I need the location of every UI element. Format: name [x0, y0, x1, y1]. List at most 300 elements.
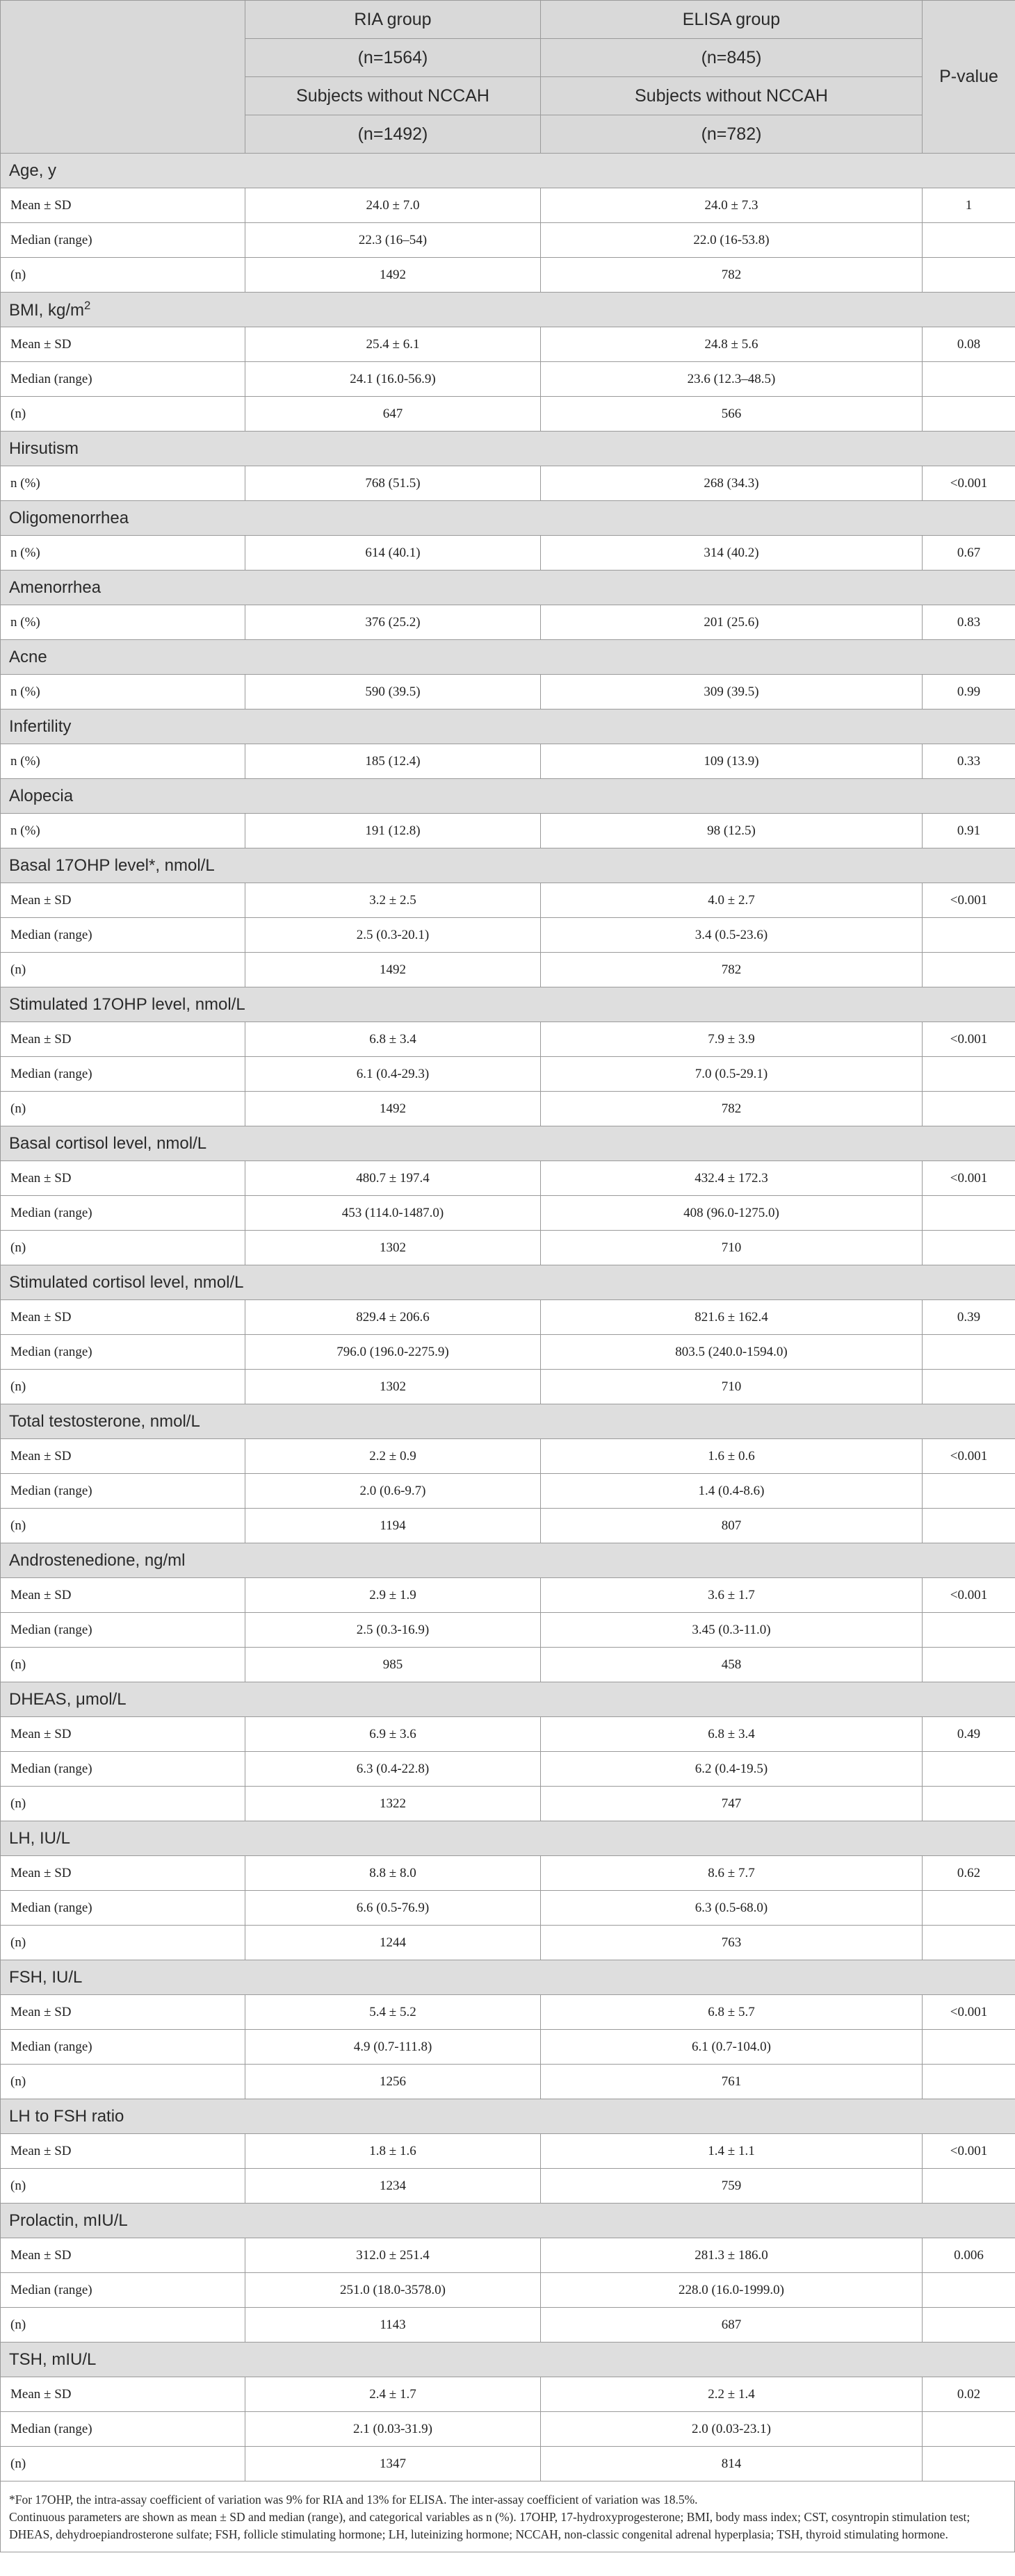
table-row	[1, 536, 1015, 571]
section-header-row	[1, 1404, 1015, 1439]
cell-elisa: 710	[541, 1231, 923, 1265]
cell-elisa: 2.2 ± 1.4	[541, 2377, 923, 2412]
section-title	[1, 571, 1015, 605]
section-title-text: Prolactin, mIU/L	[9, 2210, 128, 2230]
section-header-row	[1, 779, 1015, 814]
header-ria-subgroup: Subjects without NCCAH	[245, 77, 541, 115]
section-title	[1, 848, 1015, 883]
cell-ria: 8.8 ± 8.0	[245, 1856, 541, 1891]
cell-ria: 6.1 (0.4-29.3)	[245, 1057, 541, 1092]
cell-elisa: 23.6 (12.3–48.5)	[541, 362, 923, 397]
cell-ria: 1256	[245, 2065, 541, 2099]
cell-ria: 1322	[245, 1787, 541, 1821]
cell-label: (n)	[1, 953, 245, 987]
section-title	[1, 2099, 1015, 2134]
section-header-row	[1, 432, 1015, 466]
cell-ria: 2.1 (0.03-31.9)	[245, 2412, 541, 2447]
cell-elisa: 6.8 ± 3.4	[541, 1717, 923, 1752]
cell-ria: 590 (39.5)	[245, 675, 541, 709]
section-title	[1, 293, 1015, 327]
table-row	[1, 1022, 1015, 1057]
section-header-row	[1, 2099, 1015, 2134]
section-header-row	[1, 640, 1015, 675]
cell-elisa: 782	[541, 953, 923, 987]
cell-p	[923, 1891, 1015, 1926]
section-title-text: Hirsutism	[9, 438, 79, 458]
cell-p	[923, 2308, 1015, 2343]
table-row	[1, 2273, 1015, 2308]
cell-p: <0.001	[923, 2134, 1015, 2169]
cell-elisa: 814	[541, 2447, 923, 2481]
cell-p	[923, 2169, 1015, 2204]
cell-label: (n)	[1, 2065, 245, 2099]
cell-label: Mean ± SD	[1, 1300, 245, 1335]
section-header-row	[1, 1821, 1015, 1856]
section-title	[1, 2343, 1015, 2377]
cell-p	[923, 2447, 1015, 2481]
cell-ria: 312.0 ± 251.4	[245, 2238, 541, 2273]
cell-label: Median (range)	[1, 1196, 245, 1231]
cell-p: 0.39	[923, 1300, 1015, 1335]
cell-ria: 6.3 (0.4-22.8)	[245, 1752, 541, 1787]
cell-p: <0.001	[923, 1995, 1015, 2030]
table-row	[1, 1161, 1015, 1196]
cell-p	[923, 918, 1015, 953]
section-header-row	[1, 848, 1015, 883]
cell-elisa: 763	[541, 1926, 923, 1960]
cell-p	[923, 1092, 1015, 1126]
section-title-text: Androstenedione, ng/ml	[9, 1550, 186, 1570]
cell-label: (n)	[1, 2308, 245, 2343]
header-elisa-group: ELISA group	[541, 1, 923, 39]
section-title-text: Basal cortisol level, nmol/L	[9, 1133, 207, 1153]
cell-elisa: 109 (13.9)	[541, 744, 923, 779]
cell-label: (n)	[1, 1509, 245, 1543]
section-title-text: Age, y	[9, 161, 57, 180]
cell-elisa: 22.0 (16-53.8)	[541, 223, 923, 258]
section-header-row	[1, 2343, 1015, 2377]
cell-ria: 185 (12.4)	[245, 744, 541, 779]
cell-elisa: 821.6 ± 162.4	[541, 1300, 923, 1335]
cell-p: 1	[923, 188, 1015, 223]
cell-elisa: 228.0 (16.0-1999.0)	[541, 2273, 923, 2308]
cell-ria: 376 (25.2)	[245, 605, 541, 640]
cell-elisa: 309 (39.5)	[541, 675, 923, 709]
table-row	[1, 2065, 1015, 2099]
section-title	[1, 1404, 1015, 1439]
section-title	[1, 1821, 1015, 1856]
cell-label: (n)	[1, 1231, 245, 1265]
cell-elisa: 1.4 (0.4-8.6)	[541, 1474, 923, 1509]
header-ria-subgroup-n: (n=1492)	[245, 115, 541, 154]
cell-label: Mean ± SD	[1, 1578, 245, 1613]
section-title	[1, 2204, 1015, 2238]
cell-p	[923, 1231, 1015, 1265]
cell-elisa: 687	[541, 2308, 923, 2343]
section-header-row	[1, 293, 1015, 327]
cell-label: n (%)	[1, 814, 245, 848]
cell-label: Median (range)	[1, 1474, 245, 1509]
cell-p: 0.62	[923, 1856, 1015, 1891]
cell-p	[923, 2030, 1015, 2065]
cell-ria: 1492	[245, 1092, 541, 1126]
cell-p	[923, 1752, 1015, 1787]
cell-label: n (%)	[1, 605, 245, 640]
cell-elisa: 710	[541, 1370, 923, 1404]
cell-p	[923, 258, 1015, 293]
table-row	[1, 2030, 1015, 2065]
cell-elisa: 7.9 ± 3.9	[541, 1022, 923, 1057]
table-row	[1, 327, 1015, 362]
cell-ria: 2.0 (0.6-9.7)	[245, 1474, 541, 1509]
table-footnotes	[0, 2481, 1015, 2552]
cell-label: Mean ± SD	[1, 1856, 245, 1891]
cell-p: 0.99	[923, 675, 1015, 709]
cell-label: (n)	[1, 1787, 245, 1821]
table-row	[1, 2238, 1015, 2273]
cell-ria: 1244	[245, 1926, 541, 1960]
cell-elisa: 3.6 ± 1.7	[541, 1578, 923, 1613]
section-title-text: Alopecia	[9, 786, 74, 805]
cell-elisa: 268 (34.3)	[541, 466, 923, 501]
table-row	[1, 258, 1015, 293]
section-title-text: Infertility	[9, 716, 72, 736]
footnote-abbreviations: Continuous parameters are shown as mean ± SD and median (range), and categorical variables as n (%). 17OHP, 17-hydroxyprogesterone; BMI, body mass index; CST, cosyntropin stimulation test; DHEAS, dehydroepiandrosterone sulfate; FSH, follicle stimulating hormone; LH, luteinizing hormone; NCCAH, non-classic congenital adrenal hyperplasia; TSH, thyroid stimulating hormone.	[9, 2510, 971, 2541]
section-title-text: BMI, kg/m	[9, 301, 85, 320]
cell-ria: 2.2 ± 0.9	[245, 1439, 541, 1474]
section-title-text: Stimulated cortisol level, nmol/L	[9, 1272, 244, 1292]
cell-elisa: 6.3 (0.5-68.0)	[541, 1891, 923, 1926]
cell-ria: 251.0 (18.0-3578.0)	[245, 2273, 541, 2308]
cell-label: n (%)	[1, 466, 245, 501]
header-elisa-n: (n=845)	[541, 39, 923, 77]
table-body	[1, 154, 1015, 2481]
header-ria-n: (n=1564)	[245, 39, 541, 77]
cell-ria: 453 (114.0-1487.0)	[245, 1196, 541, 1231]
cell-label: Mean ± SD	[1, 883, 245, 918]
section-title	[1, 1265, 1015, 1300]
table-row	[1, 397, 1015, 432]
cell-label: Mean ± SD	[1, 2134, 245, 2169]
cell-ria: 1302	[245, 1231, 541, 1265]
table-row	[1, 1092, 1015, 1126]
cell-label: n (%)	[1, 675, 245, 709]
cell-p	[923, 1370, 1015, 1404]
section-header-row	[1, 1682, 1015, 1717]
cell-ria: 24.0 ± 7.0	[245, 188, 541, 223]
cell-label: Median (range)	[1, 1335, 245, 1370]
cell-p	[923, 223, 1015, 258]
section-title	[1, 779, 1015, 814]
cell-p	[923, 1335, 1015, 1370]
table-row	[1, 223, 1015, 258]
table-row	[1, 1613, 1015, 1648]
cell-label: (n)	[1, 1370, 245, 1404]
cell-elisa: 4.0 ± 2.7	[541, 883, 923, 918]
table-row	[1, 744, 1015, 779]
table-row	[1, 953, 1015, 987]
cell-p: 0.49	[923, 1717, 1015, 1752]
section-header-row	[1, 1960, 1015, 1995]
section-header-row	[1, 1265, 1015, 1300]
section-title	[1, 432, 1015, 466]
cell-label: Mean ± SD	[1, 188, 245, 223]
section-title-superscript: 2	[84, 299, 91, 312]
cell-ria: 2.4 ± 1.7	[245, 2377, 541, 2412]
cell-ria: 829.4 ± 206.6	[245, 1300, 541, 1335]
header-blank-cell	[1, 1, 245, 154]
table-row	[1, 2377, 1015, 2412]
table-row	[1, 883, 1015, 918]
cell-p	[923, 1057, 1015, 1092]
cell-elisa: 408 (96.0-1275.0)	[541, 1196, 923, 1231]
table-row	[1, 918, 1015, 953]
cell-elisa: 7.0 (0.5-29.1)	[541, 1057, 923, 1092]
cell-elisa: 458	[541, 1648, 923, 1682]
section-header-row	[1, 2204, 1015, 2238]
section-title-text: LH, IU/L	[9, 1828, 71, 1848]
cell-label: Median (range)	[1, 918, 245, 953]
cell-p	[923, 953, 1015, 987]
cell-elisa: 6.2 (0.4-19.5)	[541, 1752, 923, 1787]
section-title-text: Basal 17OHP level*, nmol/L	[9, 855, 215, 875]
section-title	[1, 154, 1015, 188]
cell-p: <0.001	[923, 1161, 1015, 1196]
cell-ria: 768 (51.5)	[245, 466, 541, 501]
cell-label: (n)	[1, 1926, 245, 1960]
cell-ria: 4.9 (0.7-111.8)	[245, 2030, 541, 2065]
cell-p: <0.001	[923, 1022, 1015, 1057]
table-row	[1, 188, 1015, 223]
table-row	[1, 1196, 1015, 1231]
cell-ria: 2.5 (0.3-20.1)	[245, 918, 541, 953]
cell-p: <0.001	[923, 1439, 1015, 1474]
table-row	[1, 2412, 1015, 2447]
cell-label: Median (range)	[1, 1057, 245, 1092]
cell-label: Mean ± SD	[1, 1161, 245, 1196]
table-row	[1, 1335, 1015, 1370]
cell-elisa: 747	[541, 1787, 923, 1821]
section-title-text: Stimulated 17OHP level, nmol/L	[9, 994, 245, 1014]
section-header-row	[1, 987, 1015, 1022]
cell-elisa: 782	[541, 258, 923, 293]
cell-elisa: 566	[541, 397, 923, 432]
table-row	[1, 605, 1015, 640]
table-row	[1, 1370, 1015, 1404]
section-title	[1, 987, 1015, 1022]
cell-ria: 25.4 ± 6.1	[245, 327, 541, 362]
section-header-row	[1, 571, 1015, 605]
header-elisa-subgroup: Subjects without NCCAH	[541, 77, 923, 115]
table-row	[1, 2447, 1015, 2481]
cell-p	[923, 1648, 1015, 1682]
table-row	[1, 1752, 1015, 1787]
cell-p	[923, 1196, 1015, 1231]
table-row	[1, 1648, 1015, 1682]
table-row	[1, 1474, 1015, 1509]
table-row	[1, 1300, 1015, 1335]
cell-label: Mean ± SD	[1, 1022, 245, 1057]
cell-elisa: 8.6 ± 7.7	[541, 1856, 923, 1891]
cell-p: <0.001	[923, 466, 1015, 501]
header-ria-group: RIA group	[245, 1, 541, 39]
cell-label: Median (range)	[1, 2412, 245, 2447]
cell-elisa: 24.8 ± 5.6	[541, 327, 923, 362]
section-title-text: Total testosterone, nmol/L	[9, 1411, 200, 1431]
cell-elisa: 3.4 (0.5-23.6)	[541, 918, 923, 953]
table-row	[1, 1717, 1015, 1752]
section-header-row	[1, 1543, 1015, 1578]
section-title	[1, 1126, 1015, 1161]
section-title	[1, 709, 1015, 744]
cell-p: <0.001	[923, 883, 1015, 918]
cell-ria: 191 (12.8)	[245, 814, 541, 848]
cell-p	[923, 1926, 1015, 1960]
cell-ria: 22.3 (16–54)	[245, 223, 541, 258]
cell-elisa: 782	[541, 1092, 923, 1126]
cell-elisa: 803.5 (240.0-1594.0)	[541, 1335, 923, 1370]
section-title-text: FSH, IU/L	[9, 1967, 83, 1987]
cell-ria: 2.9 ± 1.9	[245, 1578, 541, 1613]
cell-ria: 5.4 ± 5.2	[245, 1995, 541, 2030]
cell-p	[923, 1787, 1015, 1821]
cell-ria: 1302	[245, 1370, 541, 1404]
section-header-row	[1, 154, 1015, 188]
cell-p	[923, 1613, 1015, 1648]
table-row	[1, 1231, 1015, 1265]
table-row	[1, 1787, 1015, 1821]
table-row	[1, 1509, 1015, 1543]
cell-elisa: 3.45 (0.3-11.0)	[541, 1613, 923, 1648]
section-header-row	[1, 1126, 1015, 1161]
table-row	[1, 2169, 1015, 2204]
cell-elisa: 2.0 (0.03-23.1)	[541, 2412, 923, 2447]
cell-label: (n)	[1, 2169, 245, 2204]
cell-elisa: 6.1 (0.7-104.0)	[541, 2030, 923, 2065]
cell-ria: 24.1 (16.0-56.9)	[245, 362, 541, 397]
cell-label: Mean ± SD	[1, 327, 245, 362]
cell-elisa: 1.4 ± 1.1	[541, 2134, 923, 2169]
cell-ria: 3.2 ± 2.5	[245, 883, 541, 918]
cell-elisa: 6.8 ± 5.7	[541, 1995, 923, 2030]
cell-ria: 1143	[245, 2308, 541, 2343]
cell-elisa: 1.6 ± 0.6	[541, 1439, 923, 1474]
cell-p: 0.006	[923, 2238, 1015, 2273]
cell-p: <0.001	[923, 1578, 1015, 1613]
cell-elisa: 98 (12.5)	[541, 814, 923, 848]
cell-ria: 647	[245, 397, 541, 432]
cell-elisa: 807	[541, 1509, 923, 1543]
header-elisa-subgroup-n: (n=782)	[541, 115, 923, 154]
footnote-assay: *For 17OHP, the intra-assay coefficient of variation was 9% for RIA and 13% for ELISA. The inter-assay coefficient of variation was 18.5%.	[9, 2493, 698, 2507]
cell-p	[923, 2412, 1015, 2447]
cell-label: Median (range)	[1, 1613, 245, 1648]
cell-p	[923, 397, 1015, 432]
cell-ria: 6.9 ± 3.6	[245, 1717, 541, 1752]
cell-p	[923, 1474, 1015, 1509]
cell-label: Mean ± SD	[1, 1995, 245, 2030]
cell-ria: 1194	[245, 1509, 541, 1543]
cell-label: Median (range)	[1, 2030, 245, 2065]
cell-ria: 2.5 (0.3-16.9)	[245, 1613, 541, 1648]
cell-p: 0.33	[923, 744, 1015, 779]
table-row	[1, 2134, 1015, 2169]
cell-ria: 985	[245, 1648, 541, 1682]
cell-ria: 1.8 ± 1.6	[245, 2134, 541, 2169]
table-row	[1, 2308, 1015, 2343]
section-title-text: TSH, mIU/L	[9, 2349, 97, 2369]
cell-p	[923, 362, 1015, 397]
cell-ria: 614 (40.1)	[245, 536, 541, 571]
section-title-text: Amenorrhea	[9, 577, 102, 597]
table-row	[1, 1578, 1015, 1613]
cell-p	[923, 2273, 1015, 2308]
cell-ria: 1347	[245, 2447, 541, 2481]
section-title	[1, 1682, 1015, 1717]
table-row	[1, 1995, 1015, 2030]
cell-elisa: 201 (25.6)	[541, 605, 923, 640]
cell-p: 0.02	[923, 2377, 1015, 2412]
cell-label: n (%)	[1, 536, 245, 571]
section-title	[1, 501, 1015, 536]
cell-elisa: 281.3 ± 186.0	[541, 2238, 923, 2273]
table-row	[1, 362, 1015, 397]
cell-ria: 796.0 (196.0-2275.9)	[245, 1335, 541, 1370]
cell-ria: 6.8 ± 3.4	[245, 1022, 541, 1057]
table-row	[1, 1057, 1015, 1092]
cell-label: Median (range)	[1, 362, 245, 397]
cell-p: 0.83	[923, 605, 1015, 640]
section-header-row	[1, 501, 1015, 536]
cell-ria: 1234	[245, 2169, 541, 2204]
section-title	[1, 1543, 1015, 1578]
table-row	[1, 1439, 1015, 1474]
cell-label: Median (range)	[1, 1891, 245, 1926]
cell-label: Mean ± SD	[1, 2377, 245, 2412]
cell-ria: 6.6 (0.5-76.9)	[245, 1891, 541, 1926]
section-title-text: LH to FSH ratio	[9, 2106, 124, 2126]
table-header	[1, 1, 1015, 154]
cell-label: (n)	[1, 2447, 245, 2481]
section-title	[1, 1960, 1015, 1995]
cell-ria: 1492	[245, 258, 541, 293]
cell-label: Mean ± SD	[1, 1439, 245, 1474]
cell-label: (n)	[1, 1092, 245, 1126]
section-title	[1, 640, 1015, 675]
cell-ria: 1492	[245, 953, 541, 987]
section-header-row	[1, 709, 1015, 744]
cell-p	[923, 2065, 1015, 2099]
cell-label: Median (range)	[1, 223, 245, 258]
cell-p	[923, 1509, 1015, 1543]
header-pvalue: P-value	[923, 1, 1015, 154]
cell-label: (n)	[1, 397, 245, 432]
cell-label: (n)	[1, 258, 245, 293]
section-title-text: Oligomenorrhea	[9, 508, 129, 527]
cell-label: Median (range)	[1, 2273, 245, 2308]
cell-p: 0.67	[923, 536, 1015, 571]
table-row	[1, 466, 1015, 501]
table-row	[1, 1856, 1015, 1891]
table-row	[1, 1891, 1015, 1926]
cell-p: 0.91	[923, 814, 1015, 848]
cell-p: 0.08	[923, 327, 1015, 362]
cell-label: Mean ± SD	[1, 1717, 245, 1752]
table-row	[1, 1926, 1015, 1960]
cell-elisa: 759	[541, 2169, 923, 2204]
cell-elisa: 314 (40.2)	[541, 536, 923, 571]
cell-label: Median (range)	[1, 1752, 245, 1787]
